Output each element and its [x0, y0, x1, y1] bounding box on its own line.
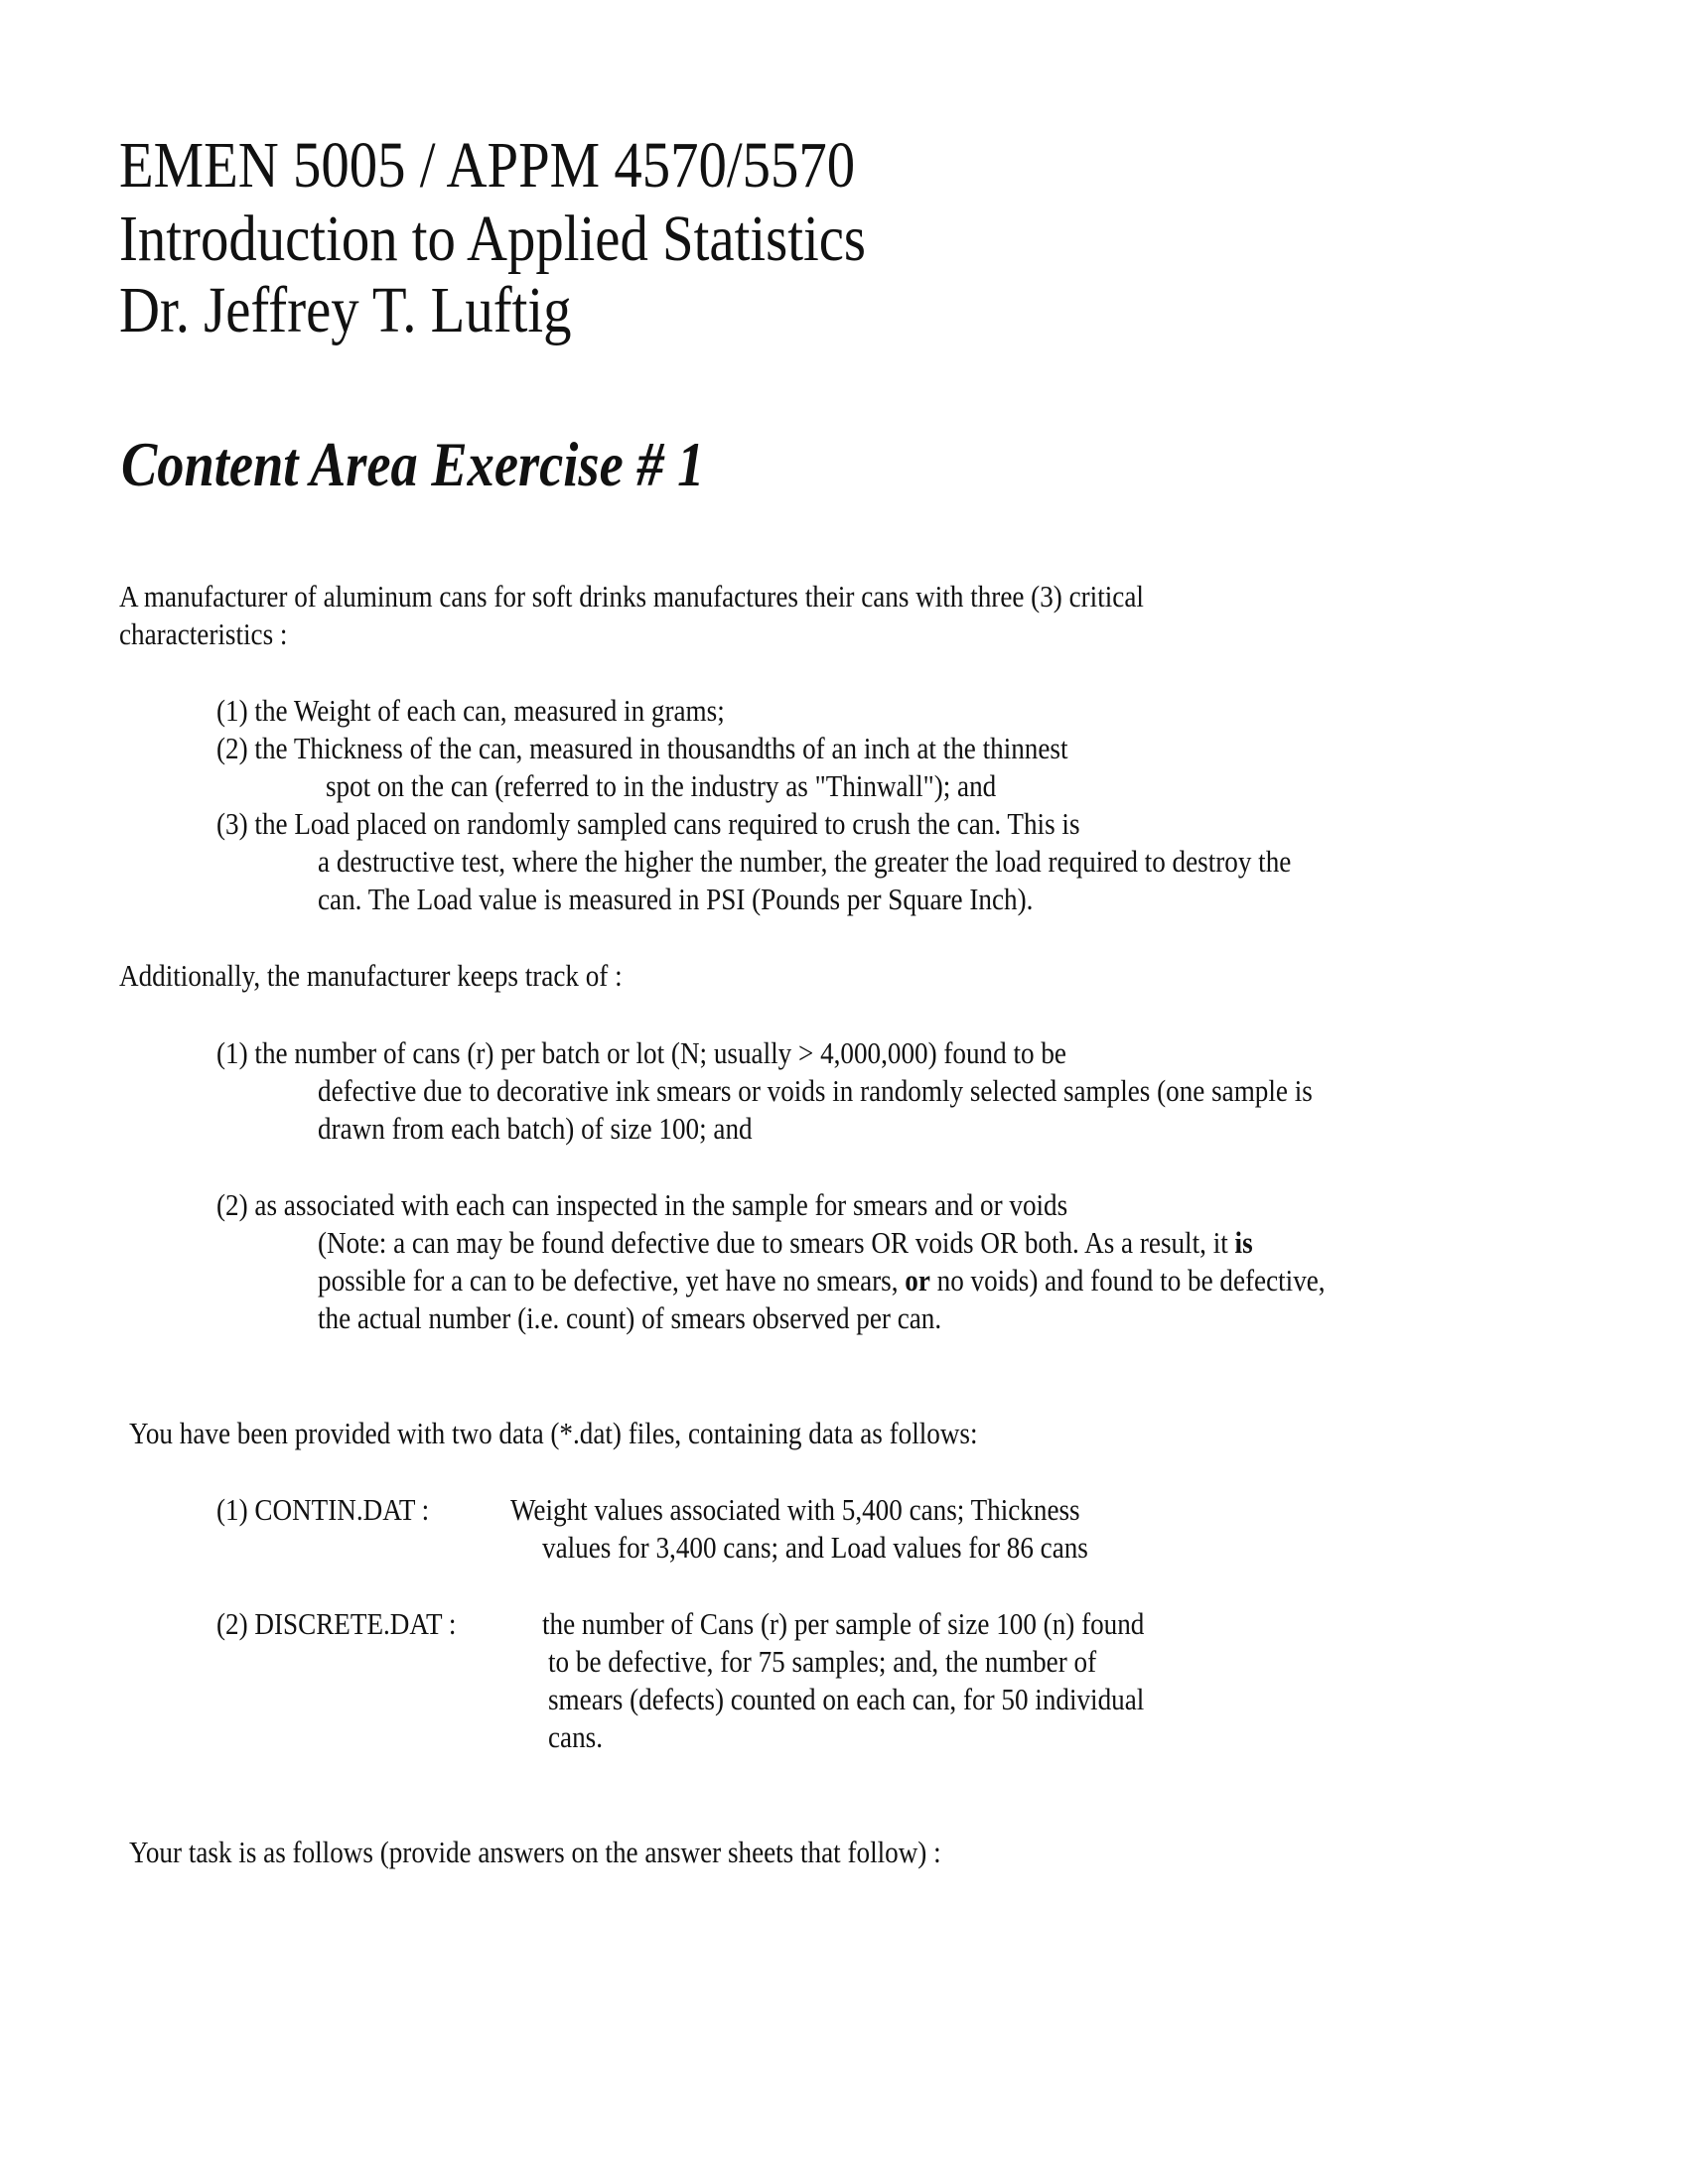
- files-intro: You have been provided with two data (*.dat) files, containing data as follows:: [129, 1416, 978, 1450]
- tracking-item-2-note-2: [318, 1265, 1326, 1296]
- note-text: (Note: a can may be found defective due to smears OR voids OR both. As a result, it: [318, 1225, 1235, 1260]
- tracking-item-1: (1) the number of cans (r) per batch or lot (N; usually > 4,000,000) found to be: [216, 1035, 1066, 1070]
- exercise-title: Content Area Exercise # 1: [121, 429, 705, 499]
- tracking-item-2-note-1: [318, 1227, 1253, 1258]
- tracking-item-1-cont-2: drawn from each batch) of size 100; and: [318, 1111, 753, 1146]
- intro-line-2: characteristics :: [119, 616, 288, 651]
- characteristic-2: (2) the Thickness of the can, measured in thousandths of an inch at the thinnest: [216, 731, 1068, 765]
- emphasis-or: or: [905, 1263, 930, 1297]
- file-contin-desc-1: Weight values associated with 5,400 cans; Thickness: [510, 1492, 1080, 1527]
- tracking-intro: Additionally, the manufacturer keeps track of :: [119, 958, 623, 993]
- file-contin-label: (1) CONTIN.DAT :: [216, 1492, 430, 1527]
- tracking-item-2-cont: the actual number (i.e. count) of smears observed per can.: [318, 1300, 942, 1335]
- tracking-item-2: (2) as associated with each can inspected in the sample for smears and or voids: [216, 1187, 1068, 1222]
- note-text: possible for a can to be defective, yet have no smears,: [318, 1263, 906, 1297]
- emphasis-is: is: [1234, 1225, 1253, 1260]
- characteristic-1: (1) the Weight of each can, measured in grams;: [216, 693, 725, 728]
- course-title: Introduction to Applied Statistics: [119, 203, 867, 275]
- instructor-name: Dr. Jeffrey T. Luftig: [119, 274, 572, 346]
- file-discrete-desc-1: the number of Cans (r) per sample of size 100 (n) found: [542, 1606, 1145, 1641]
- file-discrete-desc-2: to be defective, for 75 samples; and, the number of: [548, 1644, 1097, 1679]
- file-contin-desc-2: values for 3,400 cans; and Load values for 86 cans: [542, 1530, 1088, 1565]
- file-discrete-desc-4: cans.: [548, 1719, 603, 1754]
- course-number: EMEN 5005 / APPM 4570/5570: [119, 129, 856, 202]
- characteristic-3-cont-2: can. The Load value is measured in PSI (Pounds per Square Inch).: [318, 882, 1034, 916]
- characteristic-3-cont-1: a destructive test, where the higher the number, the greater the load required to destroy the: [318, 844, 1292, 879]
- characteristic-3: (3) the Load placed on randomly sampled cans required to crush the can. This is: [216, 806, 1080, 841]
- tracking-item-1-cont-1: defective due to decorative ink smears or voids in randomly selected samples (one sample is: [318, 1073, 1313, 1108]
- intro-line-1: A manufacturer of aluminum cans for soft drinks manufactures their cans with three (3) critical: [119, 579, 1144, 614]
- note-text: no voids) and found to be defective,: [929, 1263, 1326, 1297]
- task-intro: Your task is as follows (provide answers on the answer sheets that follow) :: [129, 1835, 941, 1869]
- characteristic-2-cont: spot on the can (referred to in the industry as "Thinwall"); and: [326, 768, 997, 803]
- file-discrete-desc-3: smears (defects) counted on each can, for 50 individual: [548, 1682, 1145, 1716]
- file-discrete-label: (2) DISCRETE.DAT :: [216, 1606, 457, 1641]
